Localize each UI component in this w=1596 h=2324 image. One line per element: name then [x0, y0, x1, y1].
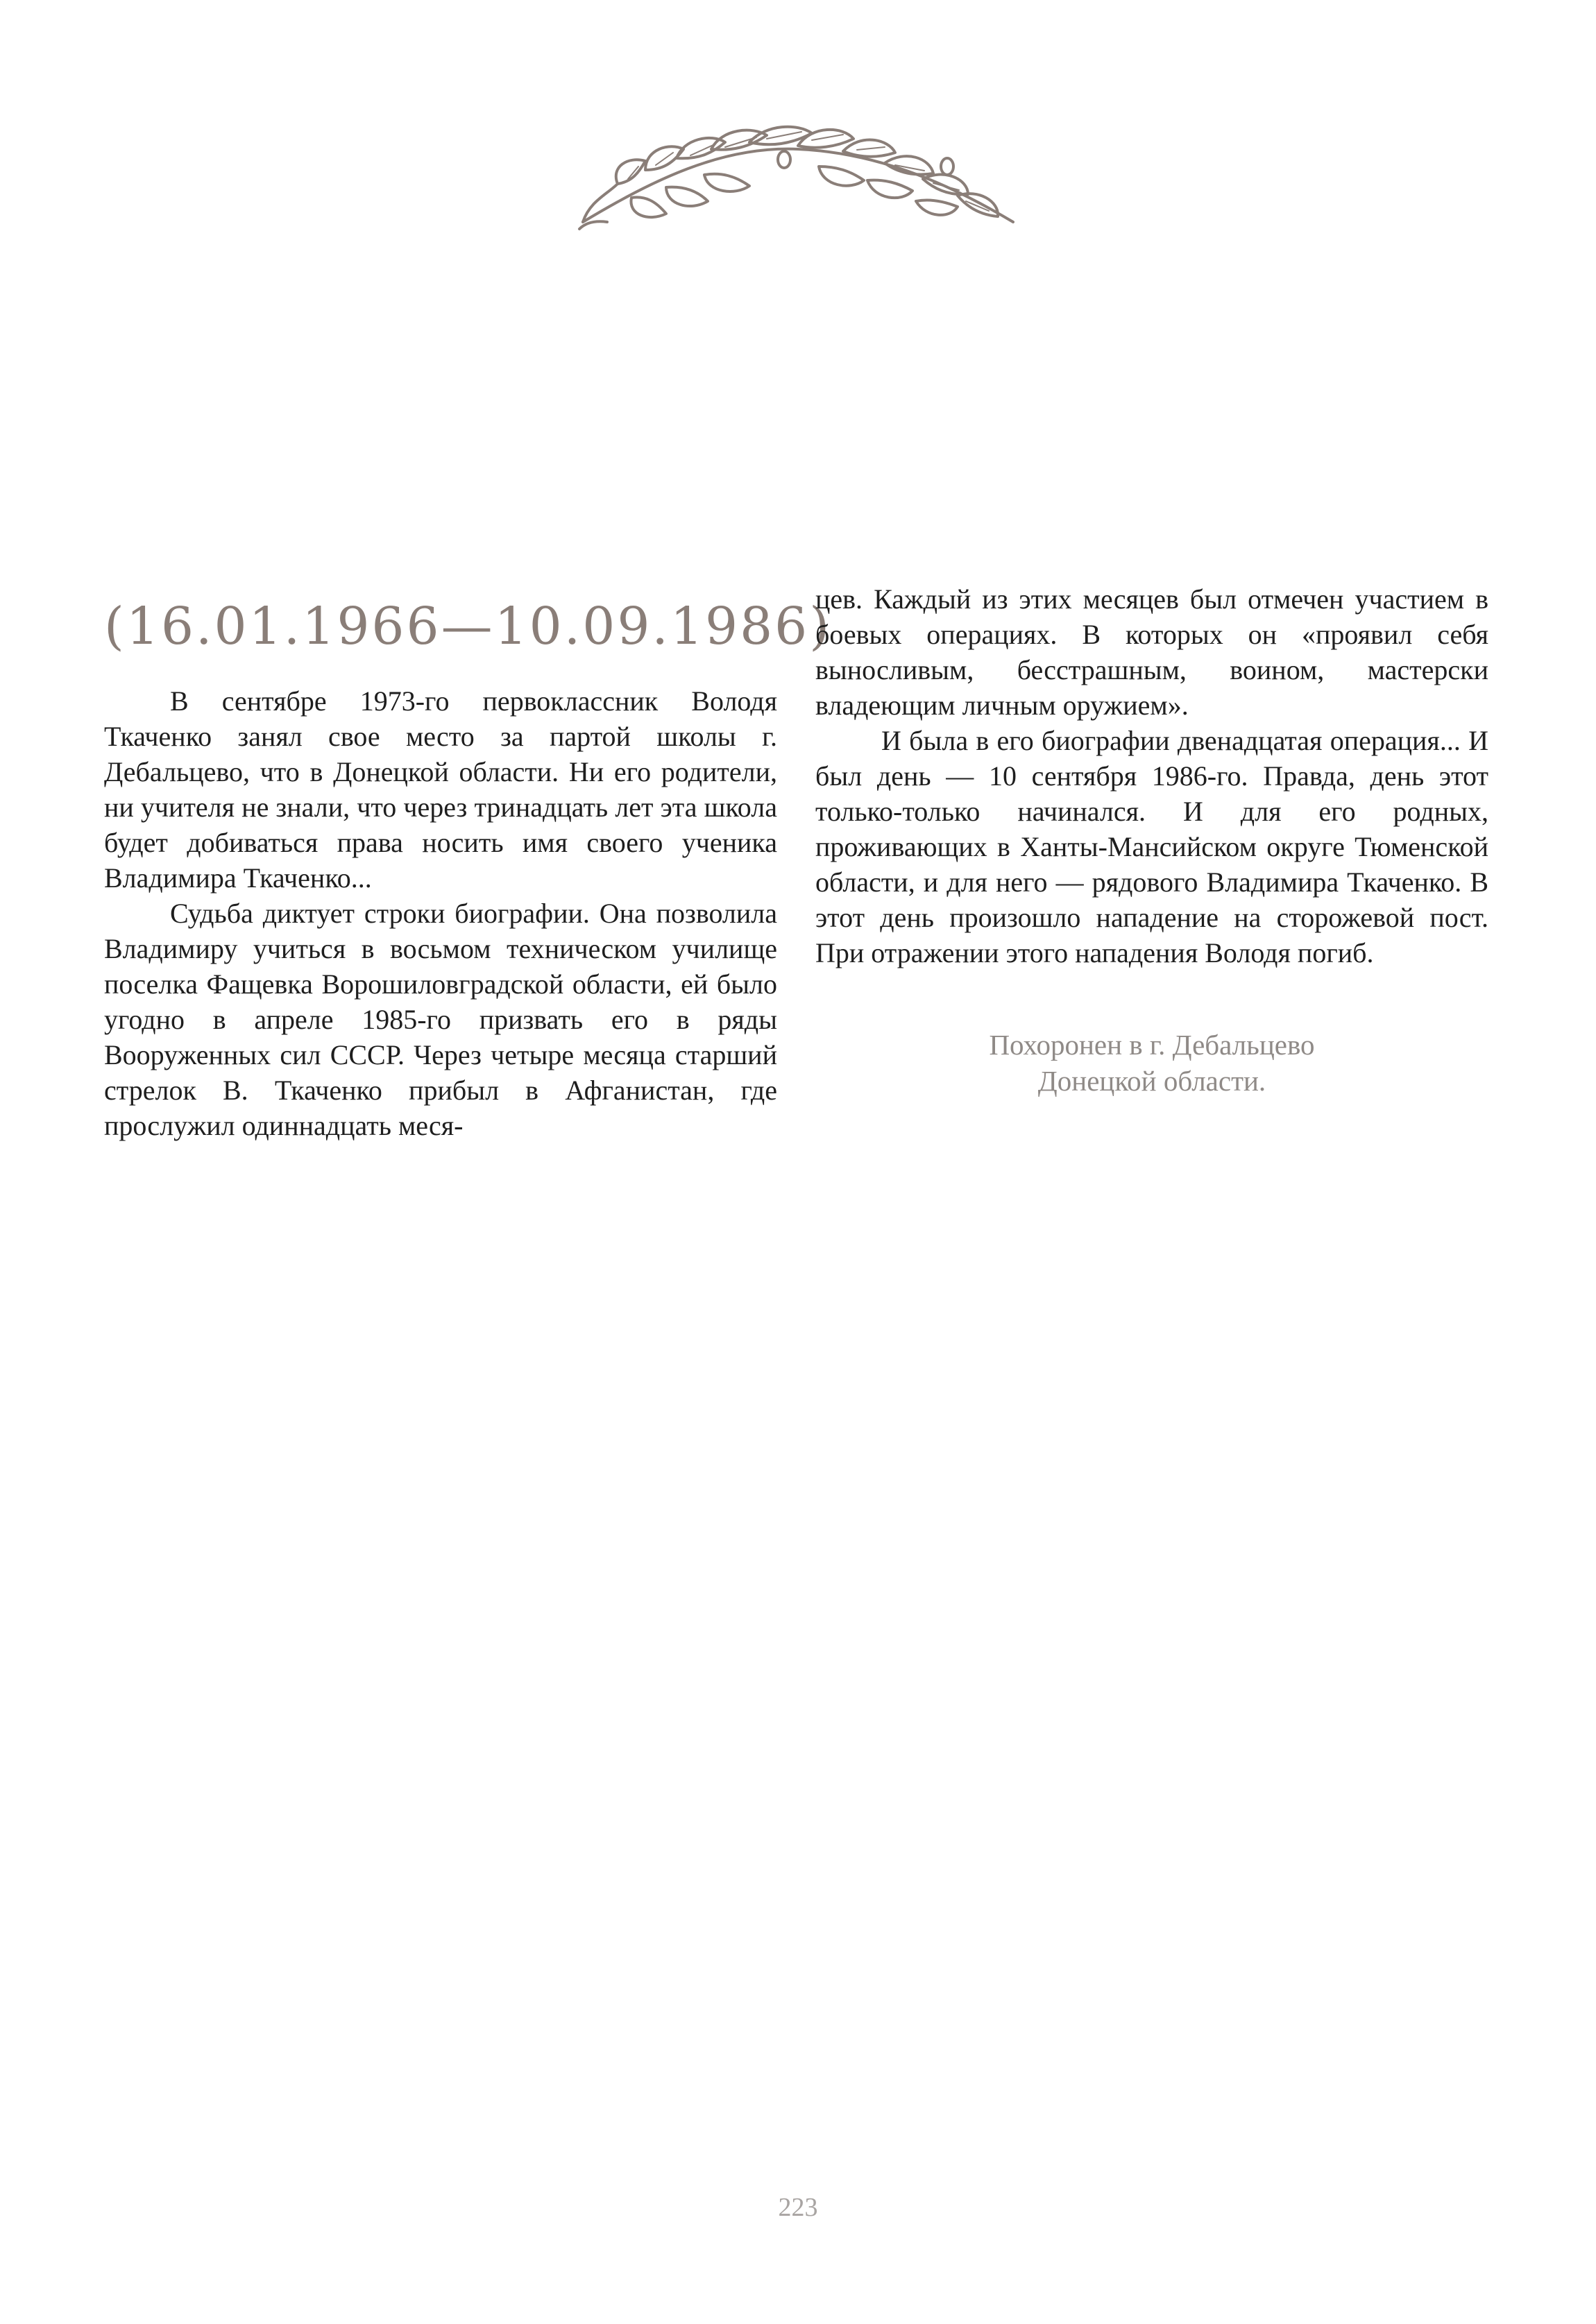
right-text-column — [815, 581, 1488, 971]
burial-line-2: Донецкой области. — [1037, 1065, 1266, 1097]
burial-note — [815, 1027, 1488, 1099]
paragraph-3: цев. Каждый из этих месяцев был отмечен участием в боевых операциях. В которых он «проявил себя выносливым, бесстрашным, воином, мастерски владеющим личным оружием». — [815, 583, 1488, 721]
life-dates-heading: (16.01.1966—10.09.1986) — [104, 597, 832, 656]
left-text-column — [104, 683, 777, 1143]
paragraph-2: Судьба диктует строки биографии. Она позволила Владимиру учиться в восьмом техническом училище поселка Фащевка Ворошиловградской области, ей было угодно в апреле 1985-го призвать его в ряды Вооруженных сил СССР. Через четыре месяца старший стрелок В. Ткаченко прибыл в Афганистан, где прослужил одиннадцать меся- — [104, 898, 777, 1141]
page-number: 223 — [778, 2193, 818, 2222]
paragraph-1: В сентябре 1973-го первоклассник Володя Ткаченко занял свое место за партой школы г. Дебальцево, что в Донецкой области. Ни его родители, ни учителя не знали, что через тринадцать лет эта школа будет добиваться права носить имя своего ученика Владимира Ткаченко... — [104, 685, 777, 894]
paragraph-4: И была в его биографии двенадцатая операция... И был день — 10 сентября 1986-го. Правда, день этот только-только начинался. И для его родных, проживающих в Ханты-Мансийском округе Тюменской области, и для него — рядового Владимира Ткаченко. В этот день произошло нападение на сторожевой пост. При отражении этого нападения Володя погиб. — [815, 725, 1488, 968]
burial-line-1: Похоронен в г. Дебальцево — [989, 1029, 1315, 1061]
oak-branch-icon — [569, 118, 1027, 243]
